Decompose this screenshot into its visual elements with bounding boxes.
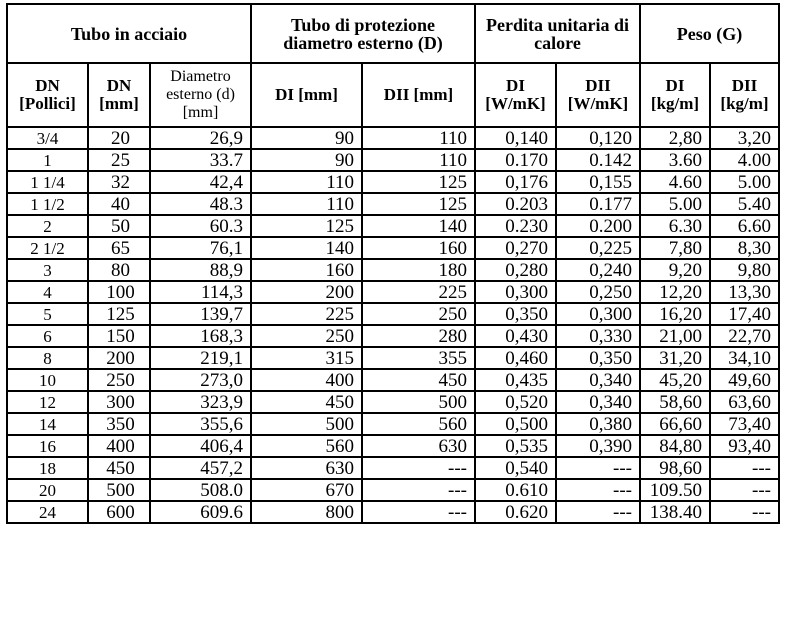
table-cell: 0.203 [475,193,556,215]
table-cell: 4.60 [640,171,710,193]
table-cell: 22,70 [710,325,779,347]
table-cell: 2 1/2 [7,237,88,259]
group-header-cell: Tubo di protezione diametro esterno (D) [251,4,475,63]
table-cell: 3 [7,259,88,281]
table-cell: 24 [7,501,88,523]
table-row [7,303,779,325]
table-cell: 9,20 [640,259,710,281]
table-cell: 406,4 [150,435,251,457]
column-header-cell: DN [mm] [88,63,150,127]
table-cell: 4.00 [710,149,779,171]
table-cell: 5 [7,303,88,325]
table-cell: 66,60 [640,413,710,435]
table-cell: 630 [362,435,475,457]
table-cell: 139,7 [150,303,251,325]
table-cell: 21,00 [640,325,710,347]
table-cell: 273,0 [150,369,251,391]
table-cell: 0,300 [556,303,640,325]
table-cell: 0,540 [475,457,556,479]
table-cell: 250 [88,369,150,391]
table-cell: 5.00 [710,171,779,193]
table-cell: 0.142 [556,149,640,171]
table-cell: 3/4 [7,127,88,149]
table-cell: 40 [88,193,150,215]
table-cell: 600 [88,501,150,523]
table-cell: 8 [7,347,88,369]
table-cell: 49,60 [710,369,779,391]
table-row [7,369,779,391]
table-cell: 5.00 [640,193,710,215]
table-cell: 180 [362,259,475,281]
table-cell: 200 [88,347,150,369]
table-cell: 300 [88,391,150,413]
table-cell: 12,20 [640,281,710,303]
table-cell: 33.7 [150,149,251,171]
table-cell: 0,240 [556,259,640,281]
table-cell: 0.620 [475,501,556,523]
table-cell: 90 [251,149,362,171]
table-cell: 0,120 [556,127,640,149]
table-cell: --- [362,457,475,479]
table-cell: 0,520 [475,391,556,413]
table-cell: 0,140 [475,127,556,149]
table-cell: 450 [88,457,150,479]
table-row [7,347,779,369]
table-cell: 800 [251,501,362,523]
column-header-cell: Diametro esterno (d) [mm] [150,63,251,127]
table-cell: --- [556,479,640,501]
table-cell: 0,350 [556,347,640,369]
table-body [7,127,779,523]
table-cell: 250 [362,303,475,325]
table-cell: --- [362,501,475,523]
table-row [7,391,779,413]
table-row [7,435,779,457]
table-cell: 114,3 [150,281,251,303]
table-cell: 48.3 [150,193,251,215]
table-cell: 7,80 [640,237,710,259]
table-row [7,171,779,193]
table-cell: 138.40 [640,501,710,523]
table-cell: 16,20 [640,303,710,325]
group-header-row [7,4,779,63]
table-cell: 0,280 [475,259,556,281]
table-cell: 2,80 [640,127,710,149]
table-cell: 12 [7,391,88,413]
table-cell: 323,9 [150,391,251,413]
table-cell: 100 [88,281,150,303]
table-cell: 1 [7,149,88,171]
table-cell: 3,20 [710,127,779,149]
table-cell: 0.200 [556,215,640,237]
table-cell: 1 1/2 [7,193,88,215]
table-cell: 400 [251,369,362,391]
table-cell: 110 [362,127,475,149]
table-cell: 250 [251,325,362,347]
table-row [7,215,779,237]
table-cell: 0,350 [475,303,556,325]
column-header-cell: DI [W/mK] [475,63,556,127]
table-cell: 14 [7,413,88,435]
table-cell: 16 [7,435,88,457]
table-cell: 150 [88,325,150,347]
table-cell: 0,500 [475,413,556,435]
table-cell: --- [556,457,640,479]
table-cell: 450 [251,391,362,413]
column-header-cell: DII [W/mK] [556,63,640,127]
table-cell: 280 [362,325,475,347]
table-row [7,259,779,281]
table-row [7,127,779,149]
table-cell: 58,60 [640,391,710,413]
table-cell: --- [710,457,779,479]
table-cell: 63,60 [710,391,779,413]
table-cell: 10 [7,369,88,391]
table-cell: 457,2 [150,457,251,479]
table-cell: 609.6 [150,501,251,523]
table-cell: 32 [88,171,150,193]
group-header-cell: Peso (G) [640,4,779,63]
table-cell: 560 [251,435,362,457]
group-header-cell: Perdita unitaria di calore [475,4,640,63]
table-cell: 125 [251,215,362,237]
table-cell: 3.60 [640,149,710,171]
pipe-specification-table [6,3,780,524]
table-cell: 500 [362,391,475,413]
table-cell: 500 [251,413,362,435]
column-header-cell: DI [mm] [251,63,362,127]
table-cell: 0,460 [475,347,556,369]
table-cell: 0.230 [475,215,556,237]
table-cell: 0,380 [556,413,640,435]
table-cell: 76,1 [150,237,251,259]
group-header-cell: Tubo in acciaio [7,4,251,63]
table-cell: 25 [88,149,150,171]
table-row [7,325,779,347]
table-row [7,149,779,171]
table-cell: 80 [88,259,150,281]
table-cell: 0,155 [556,171,640,193]
table-cell: 0.170 [475,149,556,171]
table-cell: 400 [88,435,150,457]
table-cell: 0,340 [556,369,640,391]
column-header-cell: DN [Pollici] [7,63,88,127]
document-page [6,3,780,524]
table-cell: --- [710,479,779,501]
table-cell: 31,20 [640,347,710,369]
table-cell: 84,80 [640,435,710,457]
table-cell: 630 [251,457,362,479]
table-row [7,501,779,523]
table-cell: 219,1 [150,347,251,369]
table-cell: 50 [88,215,150,237]
table-cell: 18 [7,457,88,479]
table-cell: 508.0 [150,479,251,501]
table-cell: 0,225 [556,237,640,259]
table-cell: 0,176 [475,171,556,193]
table-cell: 9,80 [710,259,779,281]
table-row [7,237,779,259]
table-cell: --- [556,501,640,523]
table-cell: 355,6 [150,413,251,435]
table-cell: 225 [362,281,475,303]
table-cell: 315 [251,347,362,369]
table-row [7,281,779,303]
table-cell: 42,4 [150,171,251,193]
table-cell: 560 [362,413,475,435]
table-cell: 98,60 [640,457,710,479]
table-row [7,193,779,215]
table-cell: 17,40 [710,303,779,325]
table-cell: 1 1/4 [7,171,88,193]
column-header-row [7,63,779,127]
table-cell: 34,10 [710,347,779,369]
table-cell: 160 [251,259,362,281]
table-row [7,457,779,479]
table-cell: 4 [7,281,88,303]
table-cell: 160 [362,237,475,259]
table-cell: 670 [251,479,362,501]
table-cell: 88,9 [150,259,251,281]
table-cell: 0.610 [475,479,556,501]
table-cell: 125 [362,171,475,193]
table-cell: --- [362,479,475,501]
table-cell: 8,30 [710,237,779,259]
table-cell: 13,30 [710,281,779,303]
column-header-cell: DII [mm] [362,63,475,127]
table-cell: --- [710,501,779,523]
table-cell: 125 [362,193,475,215]
table-cell: 90 [251,127,362,149]
table-cell: 0,270 [475,237,556,259]
column-header-cell: DI [kg/m] [640,63,710,127]
table-cell: 20 [7,479,88,501]
column-header-cell: DII [kg/m] [710,63,779,127]
table-cell: 450 [362,369,475,391]
table-cell: 0,340 [556,391,640,413]
table-cell: 140 [251,237,362,259]
table-cell: 6.60 [710,215,779,237]
table-cell: 0,390 [556,435,640,457]
table-cell: 110 [251,193,362,215]
table-cell: 0,250 [556,281,640,303]
table-cell: 0,330 [556,325,640,347]
table-cell: 225 [251,303,362,325]
table-cell: 0,300 [475,281,556,303]
table-cell: 0,430 [475,325,556,347]
table-cell: 26,9 [150,127,251,149]
table-cell: 500 [88,479,150,501]
table-cell: 73,40 [710,413,779,435]
table-cell: 168,3 [150,325,251,347]
table-cell: 20 [88,127,150,149]
table-cell: 5.40 [710,193,779,215]
table-row [7,479,779,501]
table-cell: 65 [88,237,150,259]
table-row [7,413,779,435]
table-cell: 140 [362,215,475,237]
table-cell: 93,40 [710,435,779,457]
table-cell: 200 [251,281,362,303]
table-cell: 355 [362,347,475,369]
table-cell: 0,535 [475,435,556,457]
table-cell: 60.3 [150,215,251,237]
table-cell: 6 [7,325,88,347]
table-cell: 0.177 [556,193,640,215]
table-cell: 350 [88,413,150,435]
table-cell: 110 [251,171,362,193]
table-cell: 45,20 [640,369,710,391]
table-cell: 2 [7,215,88,237]
table-cell: 109.50 [640,479,710,501]
table-cell: 125 [88,303,150,325]
table-header [7,4,779,127]
table-cell: 6.30 [640,215,710,237]
table-cell: 0,435 [475,369,556,391]
table-cell: 110 [362,149,475,171]
